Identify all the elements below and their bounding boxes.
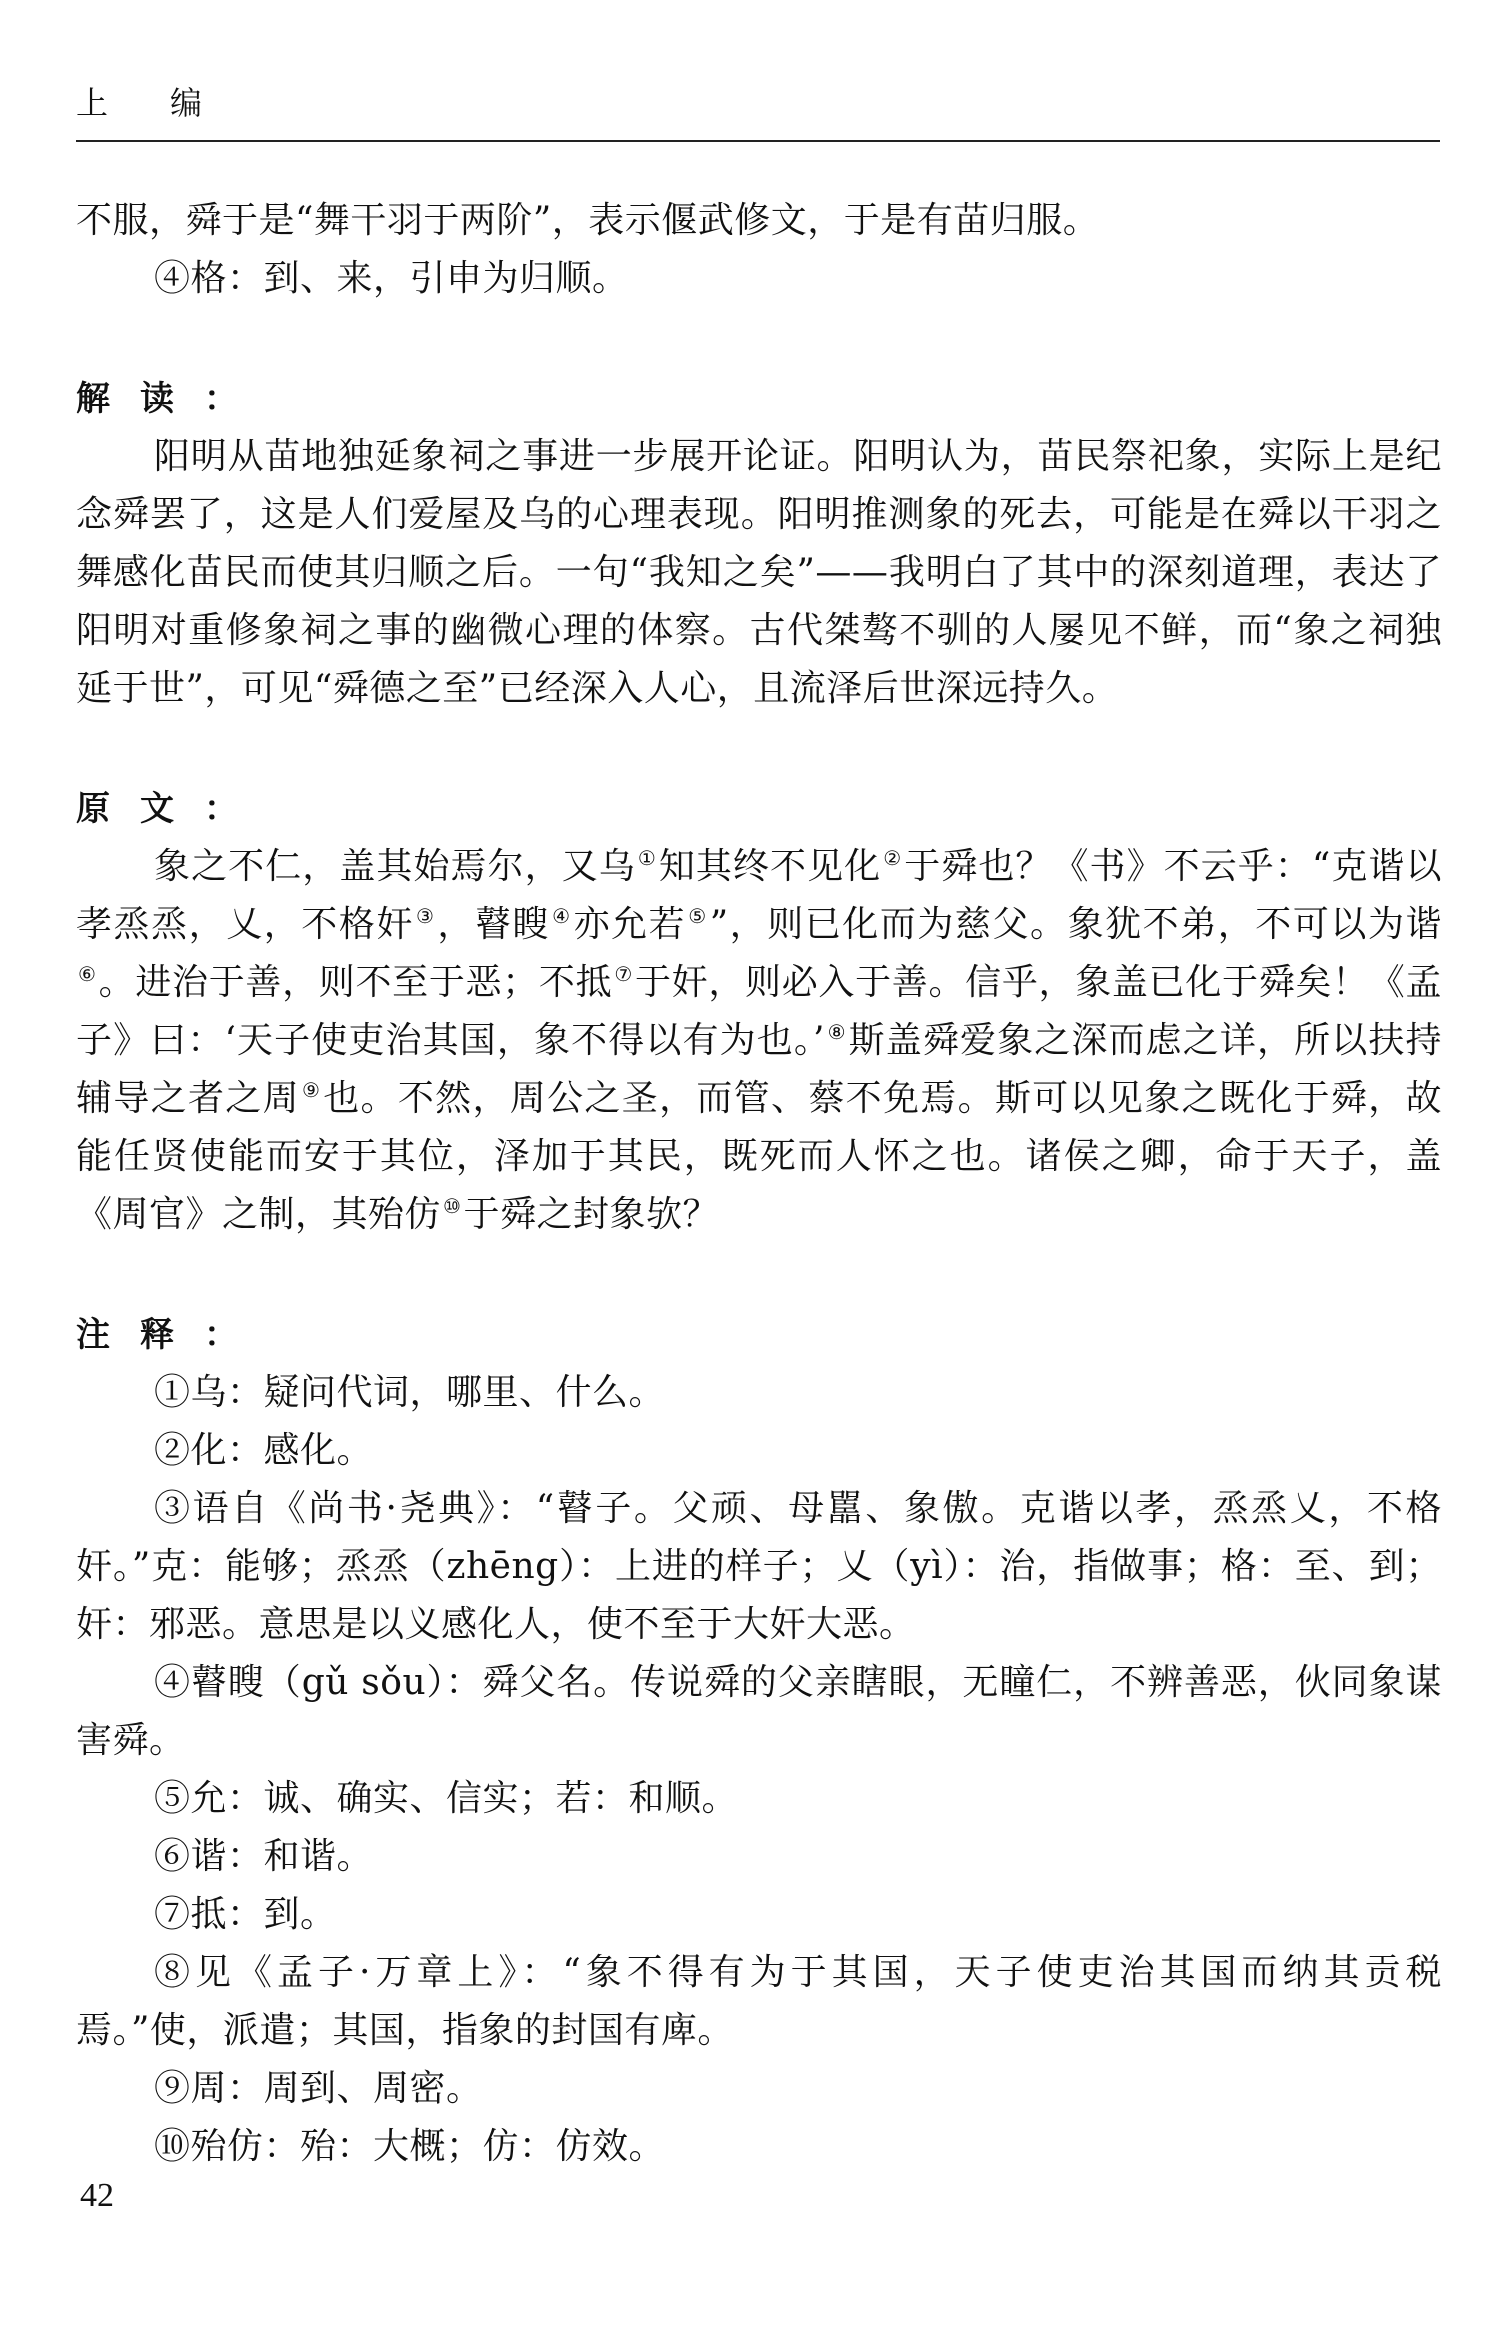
yuanwen-paragraph <box>76 838 1442 1244</box>
jiedu-paragraph: 阳明从苗地独延象祠之事进一步展开论证。阳明认为，苗民祭祀象，实际上是纪念舜罢了，这是人们爱屋及乌的心理表现。阳明推测象的死去，可能是在舜以干羽之舞感化苗民而使其归顺之后。一句“我知之矣”——我明白了其中的深刻道理，表达了阳明对重修象祠之事的幽微心理的体察。古代桀骜不驯的人屡见不鲜，而“象之祠独延于世”，可见“舜德之至”已经深入人心，且流泽后世深远持久。 <box>76 436 1442 709</box>
footnote-mark-3: ③ <box>415 904 436 928</box>
section-gap <box>76 308 1442 370</box>
note-2: ②化：感化。 <box>154 1430 374 1471</box>
note-7: ⑦抵：到。 <box>154 1894 337 1935</box>
running-header-right: 编 <box>170 84 203 122</box>
running-header <box>76 78 1440 128</box>
footnote-mark-6: ⑥ <box>78 962 97 986</box>
yuanwen-text: 亦允若 <box>573 904 687 945</box>
running-header-left: 上 <box>76 84 109 122</box>
yuanwen-text: 象之不仁，盖其始焉尔，又乌 <box>154 846 636 887</box>
footnote-mark-4: ④ <box>552 904 572 928</box>
yuanwen-text: ，瞽瞍 <box>437 904 551 945</box>
note-4: ④瞽瞍（gǔ sǒu）：舜父名。传说舜的父亲瞎眼，无瞳仁，不辨善恶，伙同象谋害舜。 <box>76 1662 1442 1761</box>
footnote-mark-1: ① <box>637 846 657 870</box>
footnote-mark-5: ⑤ <box>688 904 708 928</box>
note-8: ⑧见《孟子·万章上》：“象不得有为于其国，天子使吏治其国而纳其贡税焉。”使，派遣；其国，指象的封国有庳。 <box>76 1952 1442 2051</box>
note-10: ⑩殆仿：殆：大概；仿：仿效。 <box>154 2126 666 2167</box>
yuanwen-text: 于奸，则必入于善。信乎，象盖已化于舜矣！《孟子》曰：‘天子使吏治其国，象不得以有为也。’ <box>76 962 1442 1061</box>
page-number: 42 <box>80 2177 114 2214</box>
note-1: ①乌：疑问代词，哪里、什么。 <box>154 1372 666 1413</box>
note-5: ⑤允：诚、确实、信实；若：和顺。 <box>154 1778 739 1819</box>
yuanwen-text: 也。不然，周公之圣，而管、蔡不免焉。斯可以见象之既化于舜，故能任贤使能而安于其位，泽加于其民，既死而人怀之也。诸侯之卿，命于天子，盖《周官》之制，其殆仿 <box>76 1078 1442 1235</box>
page-body <box>76 192 1442 2176</box>
footnote-mark-2: ② <box>883 846 903 870</box>
note-9: ⑨周：周到、周密。 <box>154 2068 483 2109</box>
note-3: ③语自《尚书·尧典》：“瞽子。父顽、母嚚、象傲。克谐以孝，烝烝乂，不格奸。”克：能够；烝烝（zhēng）：上进的样子；乂（yì）：治，指做事；格：至、到；奸：邪恶。意思是以义感化人，使不至于大奸大恶。 <box>76 1488 1442 1645</box>
yuanwen-text: 。进治于善，则不至于恶；不抵 <box>98 962 613 1003</box>
section-heading-jiedu: 解读： <box>76 379 268 419</box>
section-heading-zhushi: 注释： <box>76 1315 268 1355</box>
continuation-paragraph: 不服，舜于是“舞干羽于两阶”，表示偃武修文，于是有苗归服。 <box>76 200 1100 241</box>
footnote-mark-10: ⑩ <box>443 1194 462 1218</box>
section-gap <box>76 718 1442 780</box>
note-6: ⑥谐：和谐。 <box>154 1836 374 1877</box>
section-gap <box>76 1244 1442 1306</box>
header-rule <box>76 140 1440 142</box>
yuanwen-text: 斯盖舜爱象之深而虑之详，所以扶持辅导之者之周 <box>76 1020 1442 1119</box>
yuanwen-text: 知其终不见化 <box>658 846 882 887</box>
yuanwen-text: ”，则已化而为慈父。象犹不弟，不可以为谐 <box>709 904 1442 945</box>
section-heading-yuanwen: 原文： <box>76 789 268 829</box>
yuanwen-text: 于舜之封象欤？ <box>463 1194 719 1235</box>
footnote-mark-7: ⑦ <box>614 962 633 986</box>
footnote-mark-9: ⑨ <box>301 1078 322 1102</box>
yuanwen-text: 于舜也？《书》不云乎：“克谐以孝烝烝，乂，不格奸 <box>76 846 1442 945</box>
note-4-continued: ④格：到、来，引申为归顺。 <box>154 258 629 299</box>
footnote-mark-8: ⑧ <box>826 1020 847 1044</box>
